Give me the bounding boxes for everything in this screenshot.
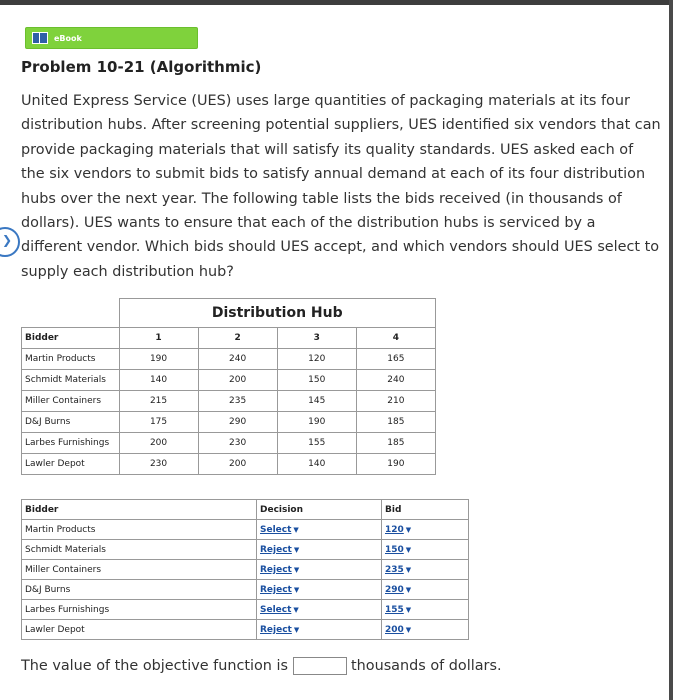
decision-table: [21, 499, 469, 640]
table-row: Miller Containers Reject ▼ 235 ▼: [22, 560, 469, 580]
bid-dropdown[interactable]: 235 ▼: [385, 564, 412, 575]
chevron-down-icon: ▼: [405, 565, 412, 574]
decision-dropdown[interactable]: Select ▼: [260, 524, 299, 535]
bids-table-header: Bidder 1 2 3 4: [22, 328, 436, 349]
objective-sentence: [21, 657, 502, 675]
decision-dropdown[interactable]: Reject ▼: [260, 584, 300, 595]
problem-title: Problem 10-21 (Algorithmic): [21, 58, 262, 76]
chevron-down-icon: ▼: [293, 525, 299, 534]
bid-dropdown[interactable]: 120 ▼: [385, 524, 412, 535]
objective-prefix: The value of the objective function is: [21, 658, 288, 674]
decision-dropdown[interactable]: Reject ▼: [260, 544, 300, 555]
chevron-down-icon: ▼: [405, 525, 412, 534]
decision-dropdown[interactable]: Select ▼: [260, 604, 299, 615]
chevron-down-icon: ▼: [405, 605, 412, 614]
table-row: D&J Burns 175 290 190 185: [22, 412, 436, 433]
bids-table: [21, 298, 436, 475]
top-border: [0, 0, 673, 5]
chevron-down-icon: ▼: [293, 625, 300, 634]
chevron-down-icon: ▼: [293, 605, 299, 614]
ebook-button[interactable]: [25, 27, 198, 49]
decision-dropdown[interactable]: Reject ▼: [260, 564, 300, 575]
table-row: Lawler Depot 230 200 140 190: [22, 454, 436, 475]
bids-table-title: Distribution Hub: [119, 299, 436, 328]
decision-dropdown[interactable]: Reject ▼: [260, 624, 300, 635]
table-row: Larbes Furnishings 200 230 155 185: [22, 433, 436, 454]
bid-dropdown[interactable]: 150 ▼: [385, 544, 412, 555]
table-row: Martin Products Select ▼ 120 ▼: [22, 520, 469, 540]
table-row: Martin Products 190 240 120 165: [22, 349, 436, 370]
objective-value-input[interactable]: [293, 657, 347, 675]
chevron-down-icon: ▼: [405, 625, 412, 634]
table-row: Miller Containers 215 235 145 210: [22, 391, 436, 412]
chevron-down-icon: ▼: [293, 565, 300, 574]
right-scroll-border: [669, 0, 673, 700]
table-row: Larbes Furnishings Select ▼ 155 ▼: [22, 600, 469, 620]
chevron-down-icon: ▼: [405, 545, 412, 554]
chevron-down-icon: ▼: [293, 545, 300, 554]
chevron-down-icon: ▼: [293, 585, 300, 594]
book-icon: [32, 32, 48, 44]
ebook-label: eBook: [54, 33, 82, 43]
decision-table-header: Bidder Decision Bid: [22, 500, 469, 520]
bid-dropdown[interactable]: 200 ▼: [385, 624, 412, 635]
table-row: D&J Burns Reject ▼ 290 ▼: [22, 580, 469, 600]
bid-dropdown[interactable]: 155 ▼: [385, 604, 412, 615]
problem-text: United Express Service (UES) uses large quantities of packaging materials at its four distribution hubs. After screening potential suppliers, UES identified six vendors that can provide packaging materials that will satisfy its quality standards. UES asked each of the six vendors to submit bids to satisfy annual demand at each of its four distribution hubs over the next year. The following table lists the bids received (in thousands of dollars). UES wants to ensure that each of the distribution hubs is serviced by a different vendor. Which bids should UES accept, and which vendors should UES select to supply each distribution hub?: [21, 93, 661, 280]
table-row: Schmidt Materials 140 200 150 240: [22, 370, 436, 391]
table-row: Schmidt Materials Reject ▼ 150 ▼: [22, 540, 469, 560]
chevron-down-icon: ▼: [405, 585, 412, 594]
objective-suffix: thousands of dollars.: [351, 658, 502, 674]
expand-arrow-icon[interactable]: ❯: [0, 227, 20, 257]
bid-dropdown[interactable]: 290 ▼: [385, 584, 412, 595]
table-row: Lawler Depot Reject ▼ 200 ▼: [22, 620, 469, 640]
